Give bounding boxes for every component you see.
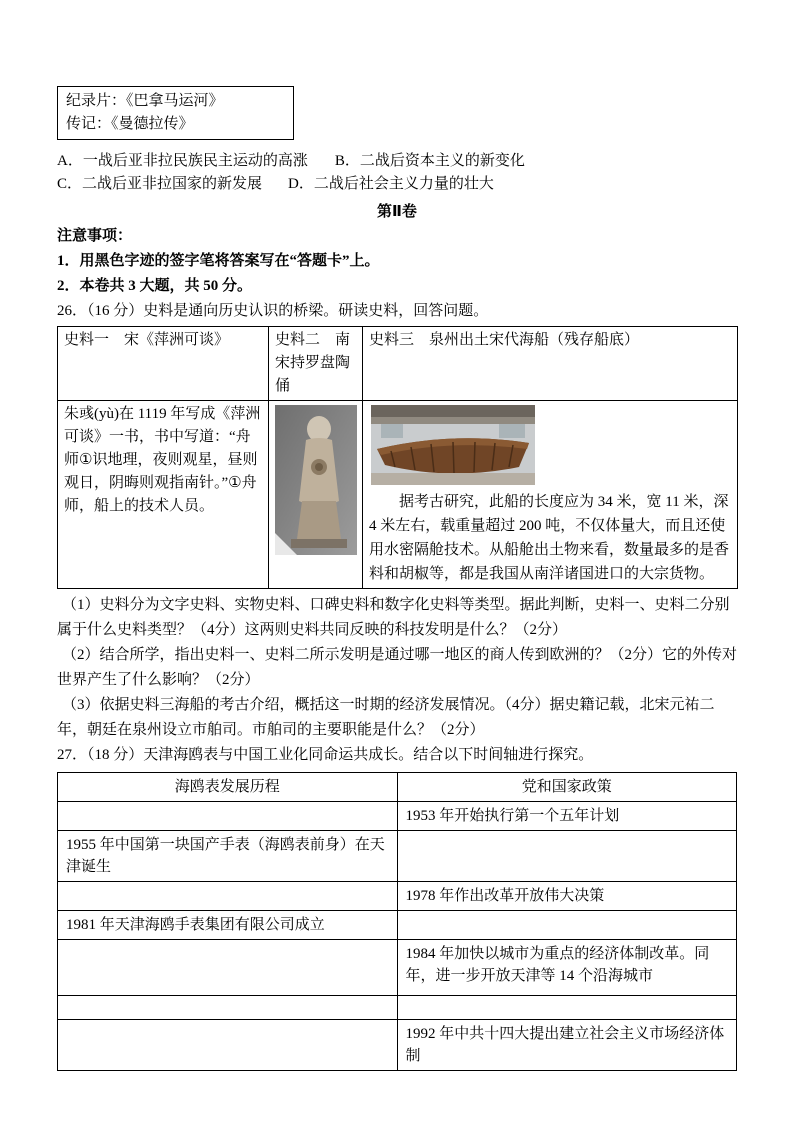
timeline-col2-header: 党和国家政策 [397,773,737,802]
option-a: A．一战后亚非拉民族民主运动的高涨 [57,153,308,169]
notice-title: 注意事项： [57,228,133,244]
notice-item-2: 2．本卷共 3 大题，共 50 分。 [57,278,253,294]
table-row [58,1020,737,1071]
policy-cell: 1978 年作出改革开放伟大决策 [397,882,737,911]
materials-header-row [58,327,738,401]
section-title: 第Ⅱ卷 [377,204,417,220]
table-row [58,831,737,882]
option-c: C．二战后亚非拉国家的新发展 [57,176,263,192]
table-row [58,802,737,831]
ship-image-wrap [371,405,731,485]
options-row-2 [57,173,737,196]
policy-cell: 1984 年加快以城市为重点的经济体制改革。同年，进一步开放天津等 14 个沿海城市 [397,940,737,996]
seagull-event-cell [58,1020,398,1071]
material-3-header: 史料三 泉州出土宋代海船（残存船底） [363,327,738,401]
policy-cell [397,996,737,1020]
materials-body-row [58,401,738,589]
question-26-2: （2）结合所学，指出史料一、史料二所示发明是通过哪一地区的商人传到欧洲的？（2分）它的外传对世界产生了什么影响？（2分） [57,647,738,688]
table-row [58,940,737,996]
material-2-header: 史料二 南宋持罗盘陶俑 [269,327,363,401]
figurine-image [275,405,357,555]
question-26-1: （1）史料分为文字史料、实物史料、口碑史料和数字化史料等类型。据此判断，史料一、史料二分别属于什么史料类型？（4分）这两则史料共同反映的科技发明是什么？（2分） [57,597,730,638]
material-3-cell [363,401,738,589]
seagull-event-cell [58,996,398,1020]
seagull-event-cell [58,802,398,831]
seagull-event-cell [58,882,398,911]
question-26-3: （3）依据史料三海船的考古介绍，概括这一时期的经济发展情况。（4分）据史籍记载，北宋元祐二年，朝廷在泉州设立市舶司。市舶司的主要职能是什么？（2分） [57,697,715,738]
policy-cell: 1953 年开始执行第一个五年计划 [397,802,737,831]
q27-timeline-table [57,772,737,1071]
seagull-event-cell: 1981 年天津海鸥手表集团有限公司成立 [58,911,398,940]
source-line-documentary: 纪录片：《巴拿马运河》 [66,93,224,109]
table-row [58,911,737,940]
policy-cell [397,831,737,882]
question-26-intro: 26．（16 分）史料是通向历史认识的桥梁。研读史料，回答问题。 [57,303,489,319]
timeline-col1-header: 海鸥表发展历程 [58,773,398,802]
table-row [58,882,737,911]
option-d: D．二战后社会主义力量的壮大 [288,176,494,192]
material-2-cell [269,401,363,589]
material-1-text: 朱彧(yù)在 1119 年写成《萍洲可谈》一书，书中写道：“舟师①识地理，夜则观星，昼则观日，阴晦则观指南针。”①舟师，船上的技术人员。 [58,401,269,589]
source-line-biography: 传记：《曼德拉传》 [66,116,194,132]
policy-cell: 1992 年中共十四大提出建立社会主义市场经济体制 [397,1020,737,1071]
source-box [57,86,294,140]
policy-cell [397,911,737,940]
option-b: B．二战后资本主义的新变化 [334,153,525,169]
material-1-header: 史料一 宋《萍洲可谈》 [58,327,269,401]
seagull-event-cell [58,940,398,996]
seagull-event-cell: 1955 年中国第一块国产手表（海鸥表前身）在天津诞生 [58,831,398,882]
notice-item-1: 1．用黑色字迹的签字笔将答案写在“答题卡”上。 [57,253,380,269]
table-row-spacer [58,996,737,1020]
ship-image [371,405,535,485]
notice-block [57,224,737,299]
choice-options [57,150,737,196]
timeline-header-row [58,773,737,802]
options-row-1 [57,150,737,173]
q26-materials-table [57,326,738,589]
material-3-text: 据考古研究，此船的长度应为 34 米，宽 11 米，深 4 米左右，载重量超过 200 吨，不仅体量大，而且还使用水密隔舱技术。从船舱出土物来看，数量最多的是香料和胡椒等，都是我国从南洋诸国进口的大宗货物。 [369,494,730,582]
question-27-intro: 27．（18 分）天津海鸥表与中国工业化同命运共成长。结合以下时间轴进行探究。 [57,747,594,763]
